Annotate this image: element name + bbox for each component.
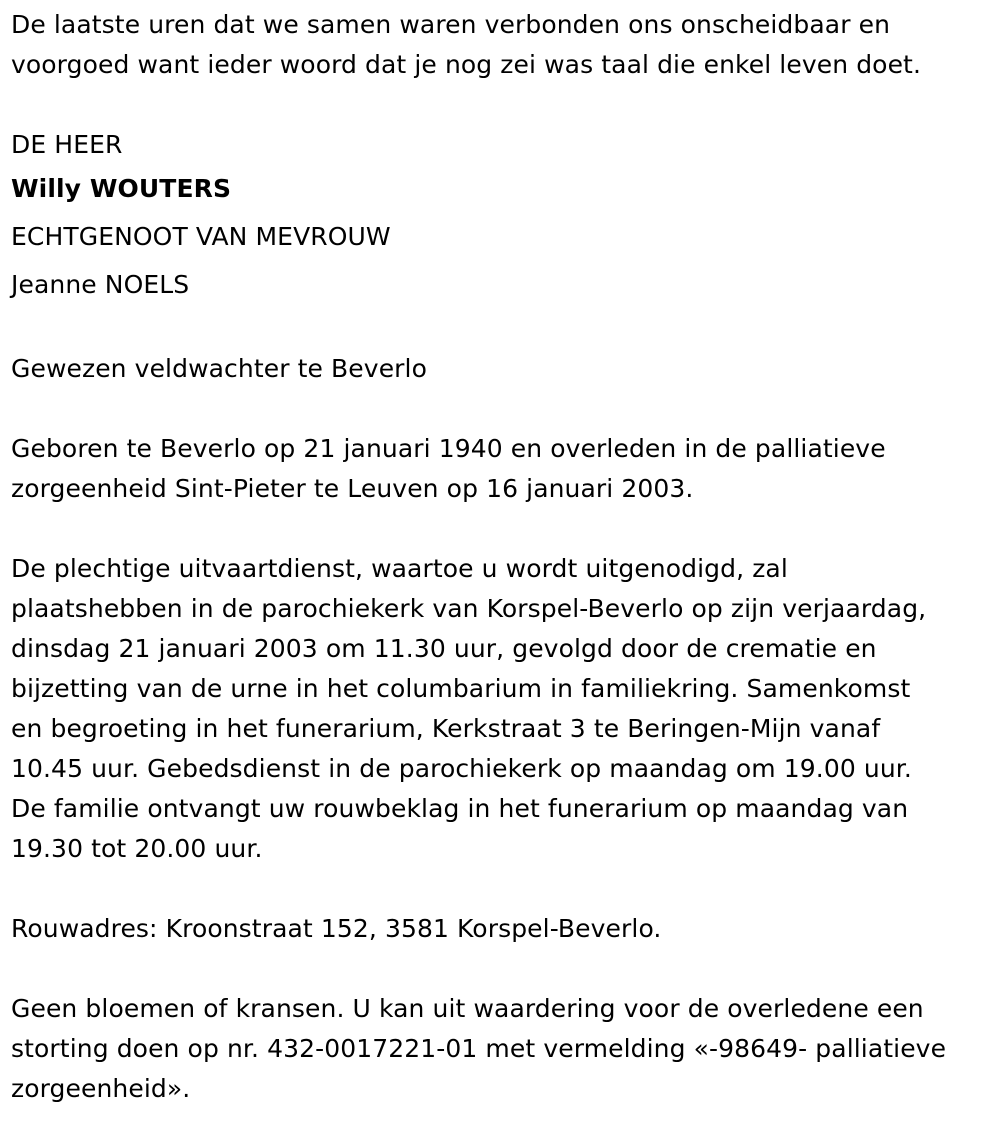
- ceremony-line: 10.45 uur. Gebedsdienst in de parochiekerk op maandag om 19.00 uur.: [11, 754, 912, 783]
- ceremony-line: De familie ontvangt uw rouwbeklag in het funerarium op maandag van: [11, 794, 909, 823]
- spacer: [11, 949, 996, 989]
- ceremony-line: bijzetting van de urne in het columbarium in familiekring. Samenkomst: [11, 674, 911, 703]
- flowers-line: Geen bloemen of kransen. U kan uit waardering voor de overledene een: [11, 994, 924, 1023]
- relation-label: ECHTGENOOT VAN MEVROUW: [11, 222, 391, 251]
- occupation: Gewezen veldwachter te Beverlo: [11, 354, 427, 383]
- ceremony-line: en begroeting in het funerarium, Kerkstraat 3 te Beringen-Mijn vanaf: [11, 714, 881, 743]
- ceremony-paragraph: [11, 549, 996, 869]
- spacer: [11, 85, 996, 125]
- ceremony-line: dinsdag 21 januari 2003 om 11.30 uur, gevolgd door de crematie en: [11, 634, 877, 663]
- birth-death-line: Geboren te Beverlo op 21 januari 1940 en overleden in de palliatieve: [11, 434, 886, 463]
- spacer: [11, 869, 996, 909]
- spacer: [11, 509, 996, 549]
- spacer: [11, 389, 996, 429]
- honorific: DE HEER: [11, 130, 123, 159]
- intro-line: voorgoed want ieder woord dat je nog zei was taal die enkel leven doet.: [11, 50, 921, 79]
- ceremony-line: De plechtige uitvaartdienst, waartoe u wordt uitgenodigd, zal: [11, 554, 788, 583]
- death-notice: [11, 5, 996, 1109]
- flowers-line: storting doen op nr. 432-0017221-01 met vermelding «-98649- palliatieve: [11, 1034, 947, 1063]
- intro-paragraph: [11, 5, 996, 85]
- deceased-name: Willy WOUTERS: [11, 174, 232, 203]
- birth-death-line: zorgeenheid Sint-Pieter te Leuven op 16 januari 2003.: [11, 474, 694, 503]
- ceremony-line: 19.30 tot 20.00 uur.: [11, 834, 263, 863]
- ceremony-line: plaatshebben in de parochiekerk van Korspel-Beverlo op zijn verjaardag,: [11, 594, 927, 623]
- flowers-line: zorgeenheid».: [11, 1074, 191, 1103]
- name-block: [11, 125, 996, 309]
- spouse-name: Jeanne NOELS: [11, 270, 190, 299]
- spacer: [11, 309, 996, 349]
- flowers-paragraph: [11, 989, 996, 1109]
- intro-line: De laatste uren dat we samen waren verbonden ons onscheidbaar en: [11, 10, 891, 39]
- birth-death-paragraph: [11, 429, 996, 509]
- mourning-address: Rouwadres: Kroonstraat 152, 3581 Korspel-Beverlo.: [11, 914, 662, 943]
